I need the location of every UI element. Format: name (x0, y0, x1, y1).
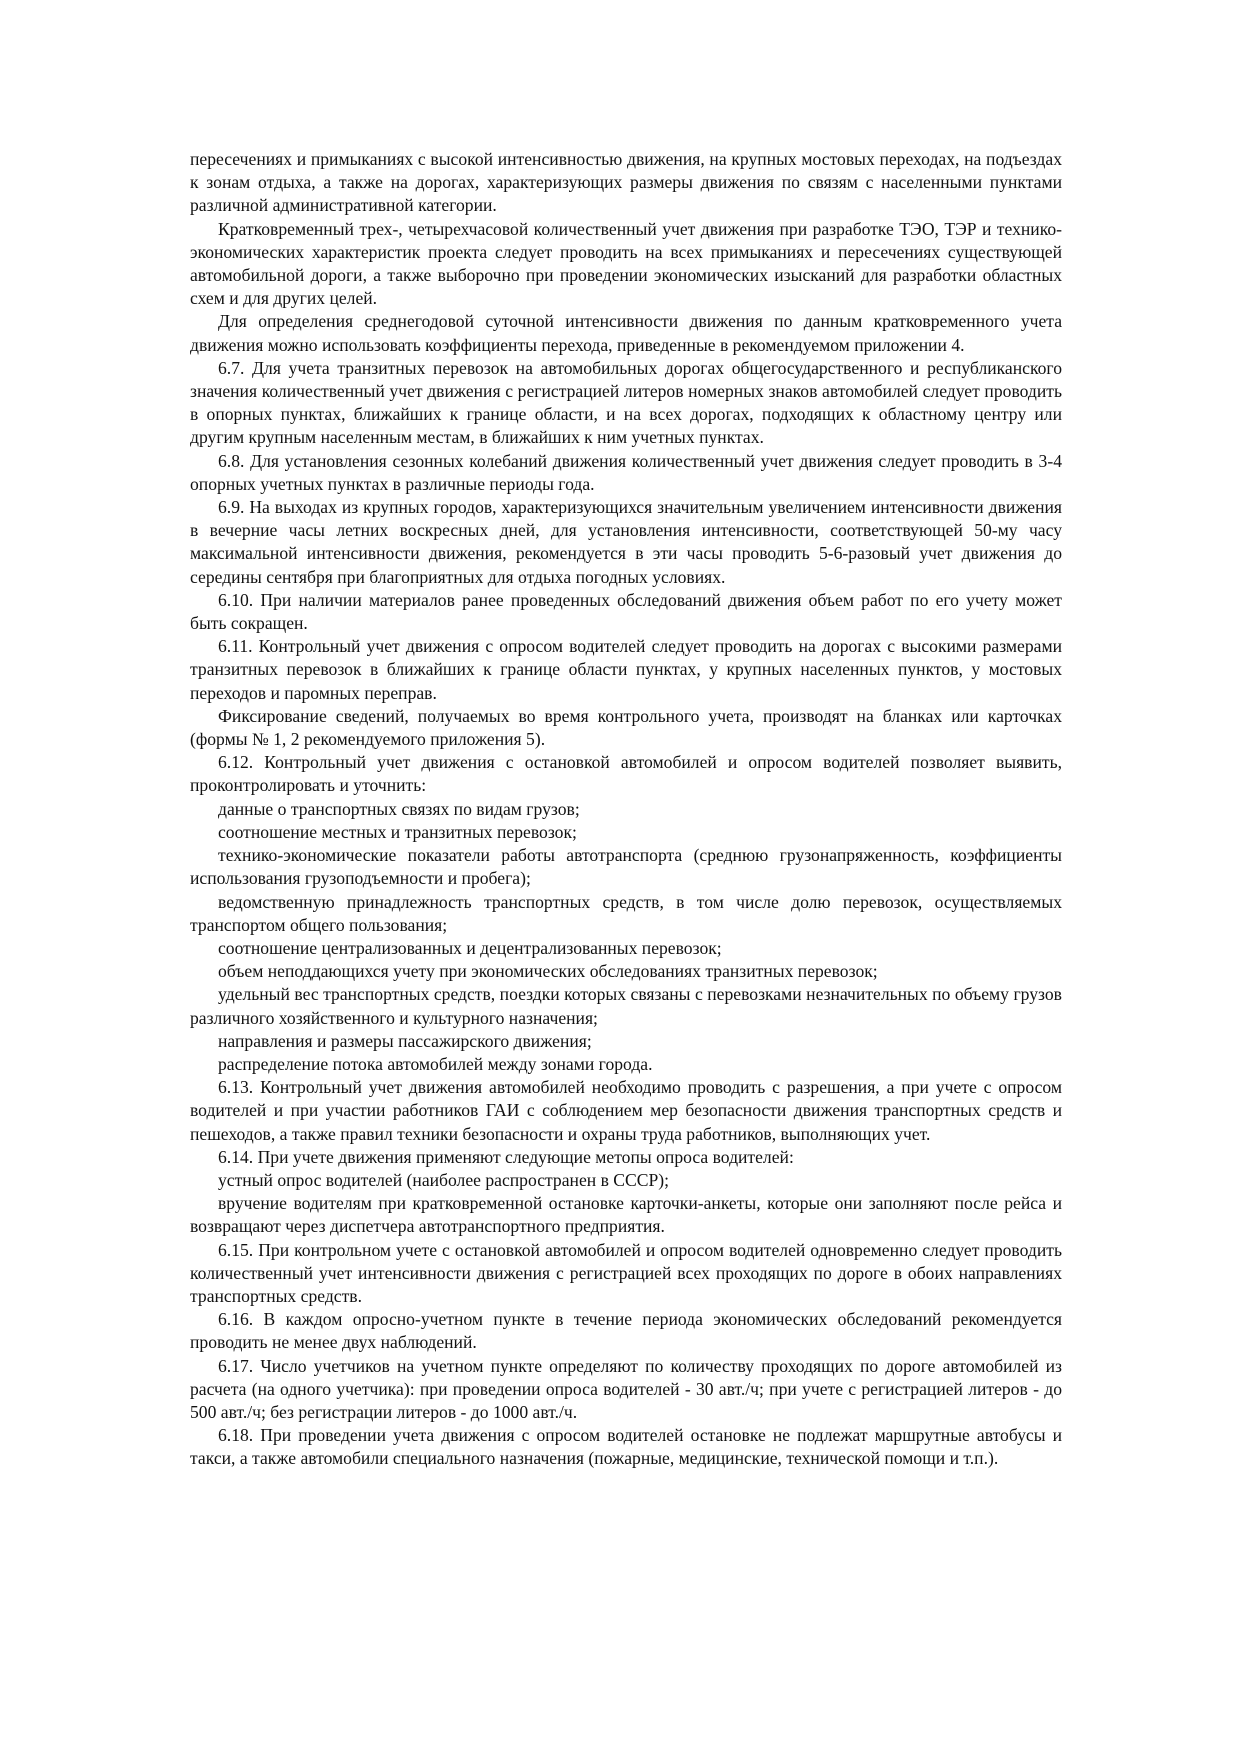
document-page (190, 148, 1062, 1471)
list-item: вручение водителям при кратковременной остановке карточки-анкеты, которые они заполняют после рейса и возвращают через диспетчера автотранспортного предприятия. (190, 1193, 1062, 1237)
paragraph-6-11: 6.11. Контрольный учет движения с опросом водителей следует проводить на дорогах с высокими размерами транзитных перевозок в ближайших к границе области пунктах, у крупных населенных пунктов, у мостовых переходов и паромных переправ. (190, 636, 1062, 703)
list-item: направления и размеры пассажирского движения; (218, 1030, 592, 1051)
paragraph-annual-average: Для определения среднегодовой суточной интенсивности движения по данным кратковременного учета движения можно использовать коэффициенты перехода, приведенные в рекомендуемом приложении 4. (190, 311, 1062, 355)
list-item: данные о транспортных связях по видам грузов; (218, 798, 580, 819)
paragraph-6-9: 6.9. На выходах из крупных городов, характеризующихся значительным увеличением интенсивности движения в вечерние часы летних воскресных дней, для установления интенсивности, соответствующей 50-му часу максимальной интенсивности движения, рекомендуется в эти часы проводить 5-6-разовый учет движения до середины сентября при благоприятных для отдыха погодных условиях. (190, 497, 1062, 587)
list-item: соотношение централизованных и децентрализованных перевозок; (218, 937, 722, 958)
paragraph-6-18: 6.18. При проведении учета движения с опросом водителей остановке не подлежат маршрутные автобусы и такси, а также автомобили специального назначения (пожарные, медицинские, технической помощи и т.п.). (190, 1425, 1062, 1469)
list-item: распределение потока автомобилей между зонами города. (218, 1053, 653, 1074)
paragraph-continuation: пересечениях и примыканиях с высокой интенсивностью движения, на крупных мостовых переходах, на подъездах к зонам отдыха, а также на дорогах, характеризующих размеры движения по связям с населенными пунктами различной административной категории. (190, 149, 1062, 216)
list-item: ведомственную принадлежность транспортных средств, в том числе долю перевозок, осуществляемых транспортом общего пользования; (190, 891, 1062, 935)
list-item: устный опрос водителей (наиболее распространен в СССР); (218, 1169, 670, 1190)
paragraph-6-17: 6.17. Число учетчиков на учетном пункте определяют по количеству проходящих по дороге автомобилей из расчета (на одного учетчика): при проведении опроса водителей - 30 авт./ч; при учете с регистрацией литеров - до 500 авт./ч; без регистрации литеров - до 1000 авт./ч. (190, 1355, 1062, 1422)
paragraph-forms: Фиксирование сведений, получаемых во время контрольного учета, производят на бланках или карточках (формы № 1, 2 рекомендуемого приложения 5). (190, 705, 1062, 750)
list-item: технико-экономические показатели работы автотранспорта (среднюю грузонапряженность, коэффициенты использования грузоподъемности и пробега); (190, 845, 1062, 889)
paragraph-short-count: Кратковременный трех-, четырехчасовой количественный учет движения при разработке ТЭО, ТЭР и технико-экономических характеристик проекта следует проводить на всех примыканиях и пересечениях существующей автомобильной дороги, а также выборочно при проведении экономических изысканий для разработки областных схем и для других целей. (190, 218, 1062, 309)
list-item: соотношение местных и транзитных перевозок; (218, 821, 577, 842)
paragraph-6-15: 6.15. При контрольном учете с остановкой автомобилей и опросом водителей одновременно следует проводить количественный учет интенсивности движения с регистрацией всех проходящих по дороге в обоих направлениях транспортных средств. (190, 1239, 1062, 1306)
paragraph-6-13: 6.13. Контрольный учет движения автомобилей необходимо проводить с разрешения, а при учете с опросом водителей и при участии работников ГАИ с соблюдением мер безопасности движения транспортных средств и пешеходов, а также правил техники безопасности и охраны труда работников, выполняющих учет. (190, 1077, 1062, 1144)
paragraph-6-8: 6.8. Для установления сезонных колебаний движения количественный учет движения следует проводить в 3-4 опорных учетных пунктах в различные периоды года. (190, 450, 1062, 494)
paragraph-6-10: 6.10. При наличии материалов ранее проведенных обследований движения объем работ по его учету может быть сокращен. (190, 589, 1062, 634)
paragraph-6-14: 6.14. При учете движения применяют следующие метопы опроса водителей: (218, 1146, 794, 1167)
list-item: удельный вес транспортных средств, поездки которых связаны с перевозками незначительных по объему грузов различного хозяйственного и культурного назначения; (190, 984, 1062, 1028)
paragraph-6-7: 6.7. Для учета транзитных перевозок на автомобильных дорогах общегосударственного и республиканского значения количественный учет движения с регистрацией литеров номерных знаков автомобилей следует проводить в опорных пунктах, ближайших к границе области, и на всех дорогах, подходящих к областному центру или другим крупным населенным местам, в ближайших к ним учетных пунктах. (190, 357, 1062, 448)
paragraph-6-16: 6.16. В каждом опросно-учетном пункте в течение периода экономических обследований рекомендуется проводить не менее двух наблюдений. (190, 1309, 1062, 1353)
list-item: объем неподдающихся учету при экономических обследованиях транзитных перевозок; (218, 961, 878, 982)
paragraph-6-12: 6.12. Контрольный учет движения с остановкой автомобилей и опросом водителей позволяет выявить, проконтролировать и уточнить: (190, 752, 1062, 796)
